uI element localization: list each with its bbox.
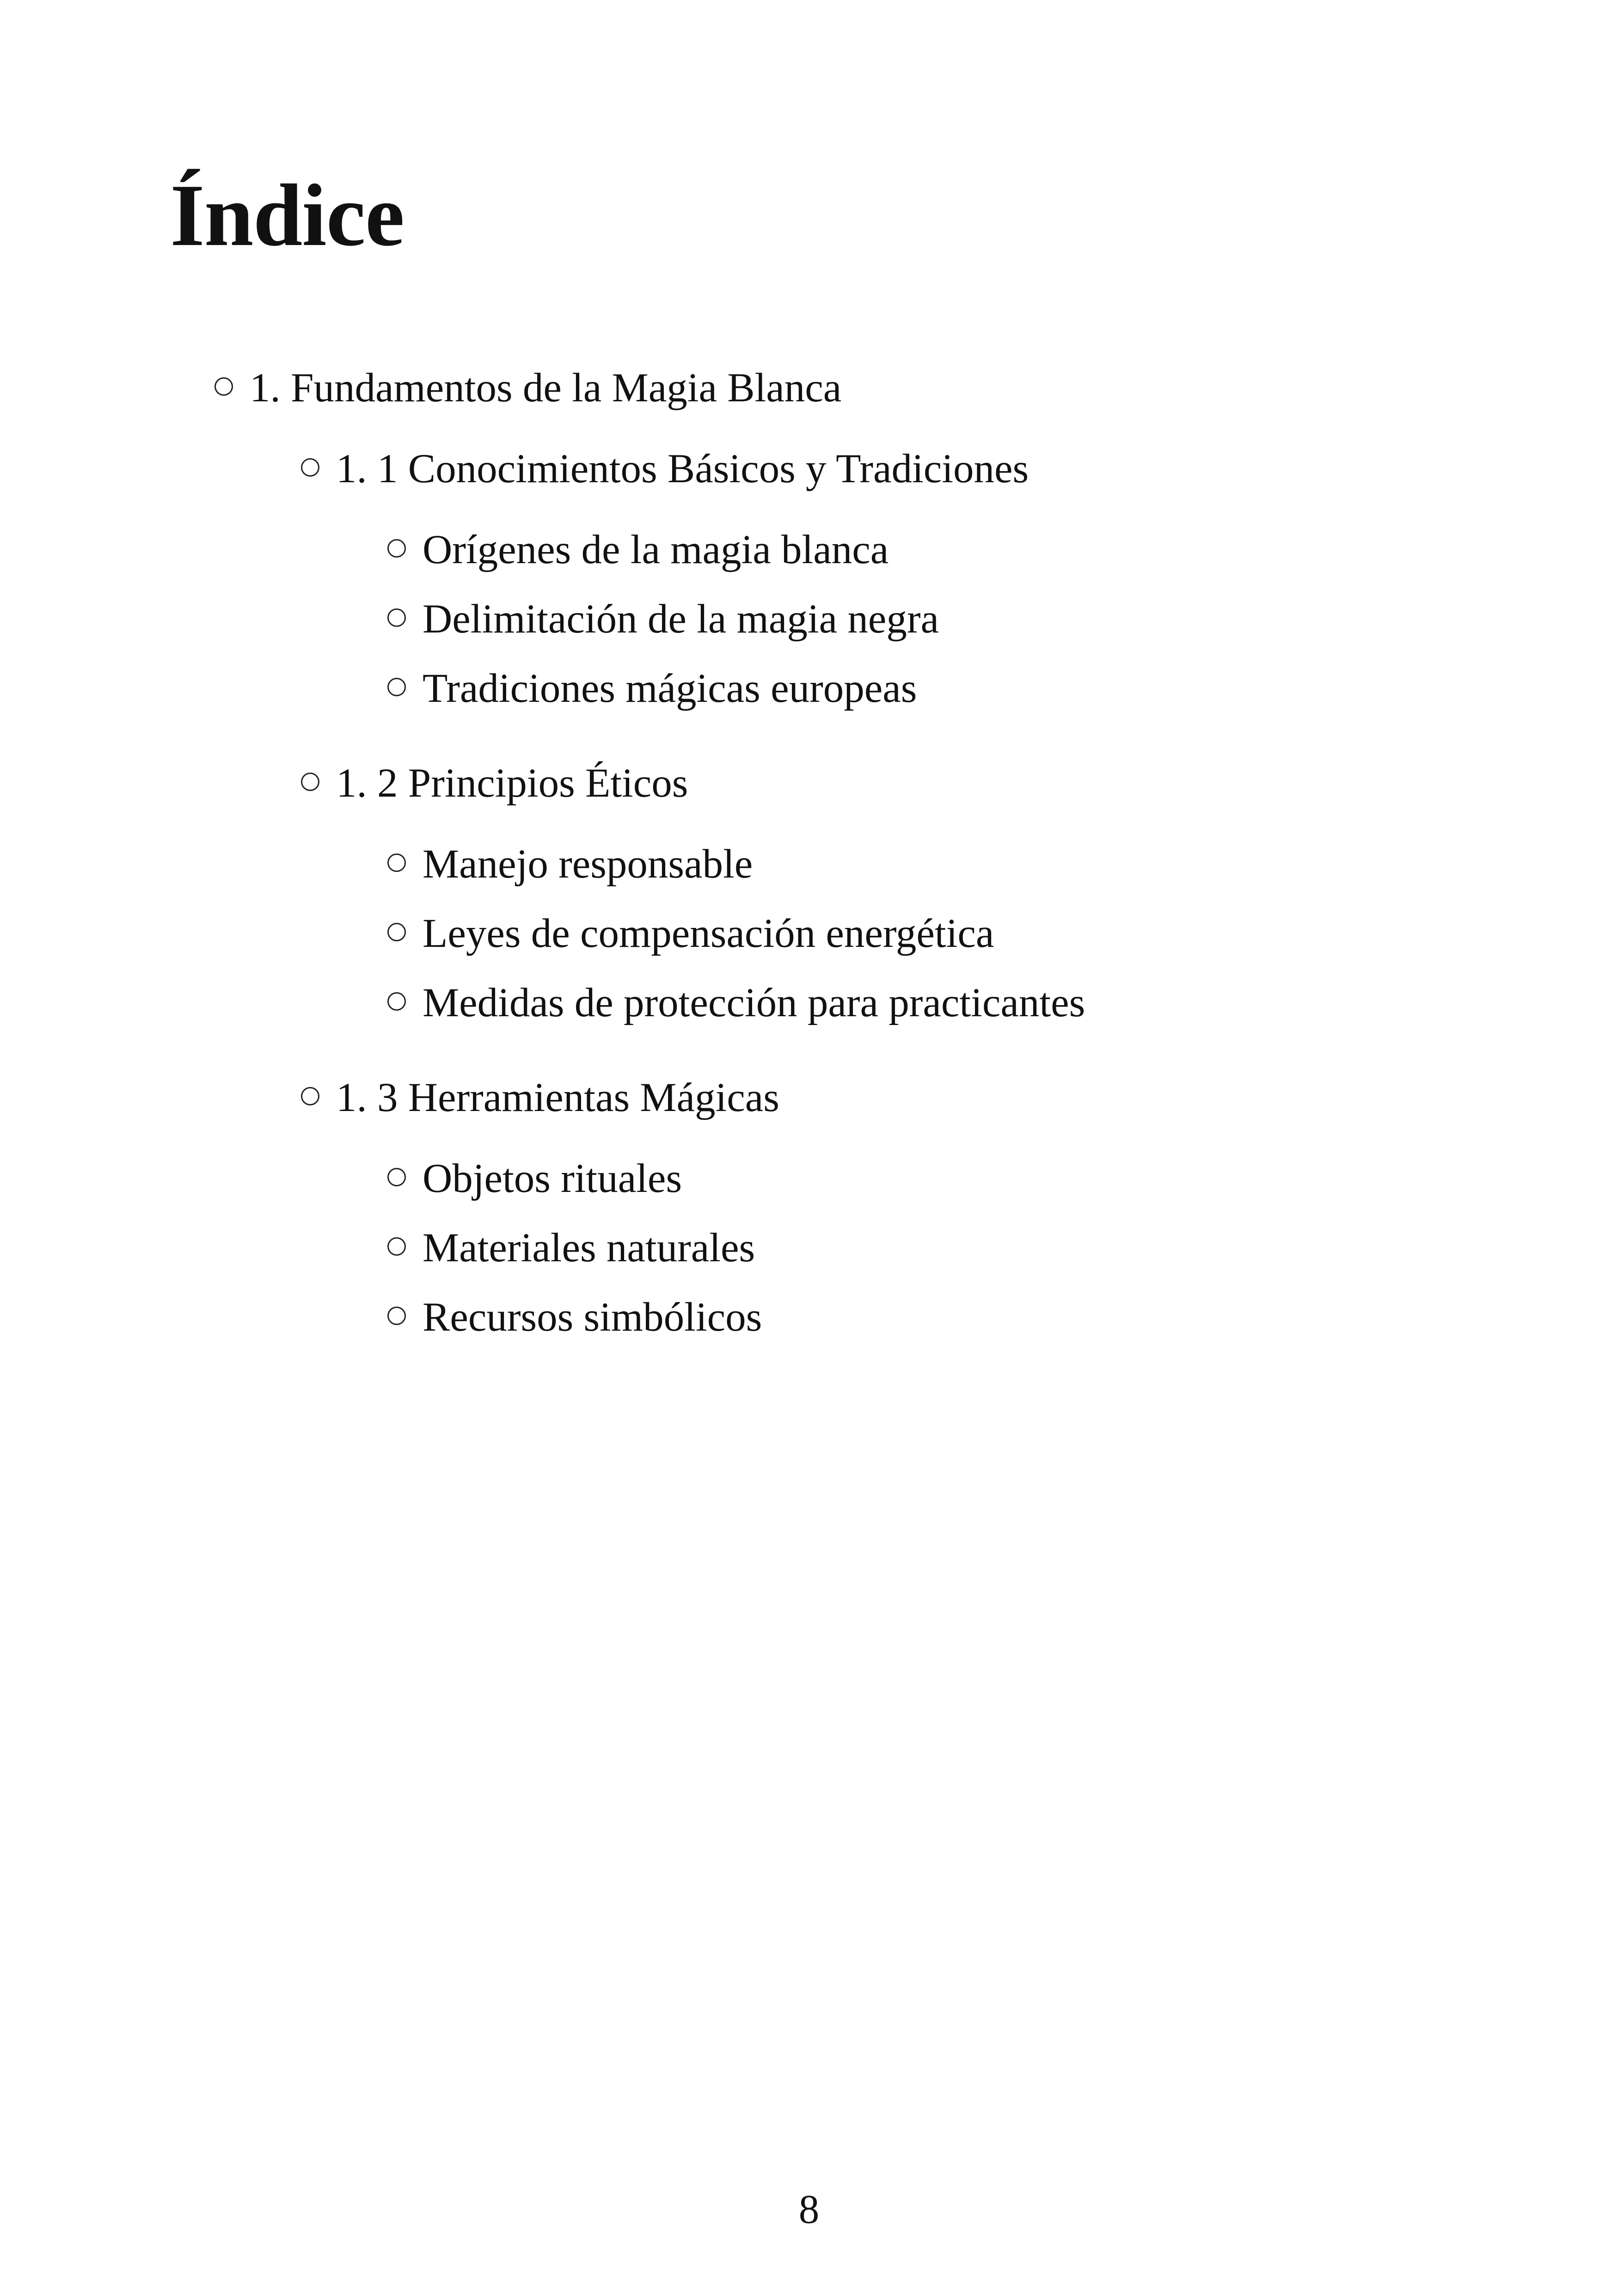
toc-section-label: 1. 3 Herramientas Mágicas xyxy=(336,1075,779,1120)
circle-bullet-icon xyxy=(215,377,233,396)
toc-chapter-1[interactable] xyxy=(215,365,842,411)
toc-item-label: Leyes de compensación energética xyxy=(423,911,994,956)
circle-bullet-icon xyxy=(387,1168,406,1186)
toc-item-label: Materiales naturales xyxy=(423,1225,755,1271)
toc-item-label: Objetos rituales xyxy=(423,1156,682,1201)
toc-section-1-3[interactable] xyxy=(301,1077,779,1118)
circle-bullet-icon xyxy=(387,539,406,558)
toc-item[interactable] xyxy=(387,596,939,642)
toc-item[interactable] xyxy=(387,668,917,709)
circle-bullet-icon xyxy=(301,1087,319,1105)
toc-item-label: Manejo responsable xyxy=(423,841,753,887)
circle-bullet-icon xyxy=(387,1307,406,1325)
toc-item-label: Recursos simbólicos xyxy=(423,1295,762,1340)
toc-section-1-2[interactable] xyxy=(301,763,688,804)
page-number: 8 xyxy=(798,2187,820,2232)
toc-item[interactable] xyxy=(387,1297,762,1338)
toc-item-label: Medidas de protección para practicantes xyxy=(423,980,1085,1025)
circle-bullet-icon xyxy=(387,923,406,941)
toc-item-label: Delimitación de la magia negra xyxy=(423,596,939,642)
page-title: Índice xyxy=(170,166,404,264)
toc-item-label: Orígenes de la magia blanca xyxy=(423,527,889,572)
toc-item-label: Tradiciones mágicas europeas xyxy=(423,666,917,711)
circle-bullet-icon xyxy=(387,1237,406,1256)
circle-bullet-icon xyxy=(301,773,319,791)
toc-item[interactable] xyxy=(387,913,994,954)
circle-bullet-icon xyxy=(387,853,406,872)
toc-item[interactable] xyxy=(387,982,1085,1024)
toc-chapter-label: 1. Fundamentos de la Magia Blanca xyxy=(250,365,842,411)
toc-item[interactable] xyxy=(387,529,889,571)
toc-item[interactable] xyxy=(387,841,753,887)
toc-section-1-1[interactable] xyxy=(301,448,1029,490)
toc-section-label: 1. 1 Conocimientos Básicos y Tradiciones xyxy=(336,446,1029,491)
toc-item[interactable] xyxy=(387,1158,682,1199)
circle-bullet-icon xyxy=(387,678,406,696)
circle-bullet-icon xyxy=(301,458,319,477)
toc-section-label: 1. 2 Principios Éticos xyxy=(336,761,688,806)
toc-item[interactable] xyxy=(387,1225,755,1271)
circle-bullet-icon xyxy=(387,992,406,1011)
circle-bullet-icon xyxy=(387,608,406,627)
